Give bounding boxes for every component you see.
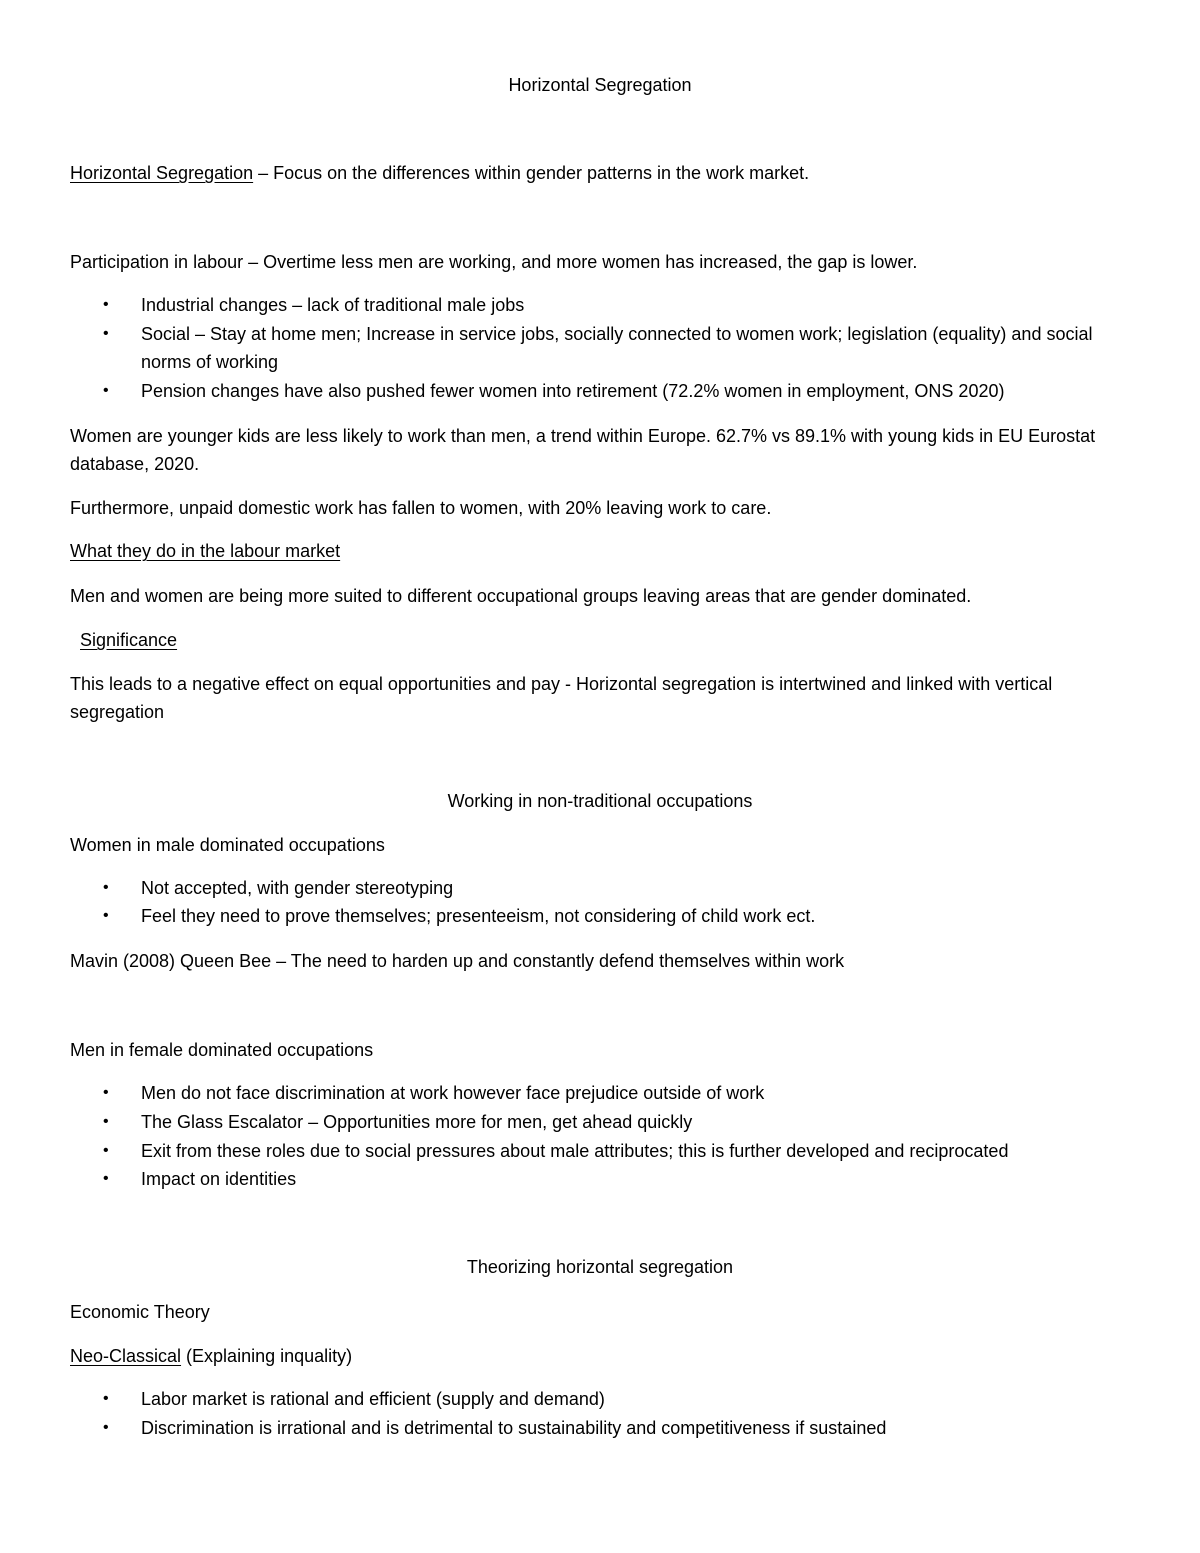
paragraph-what-they-do: Men and women are being more suited to different occupational groups leaving areas that are gender dominated. [70, 586, 972, 606]
list-item [103, 1137, 1141, 1165]
neo-classical-heading [70, 1342, 1140, 1370]
list-item [103, 1165, 1141, 1193]
list-item-text: Men do not face discrimination at work however face prejudice outside of work [141, 1083, 765, 1103]
list-item-text: Social – Stay at home men; Increase in service jobs, socially connected to women work; legislation (equality) and social norms of working [141, 324, 1093, 372]
section-heading-what-they-do: What they do in the labour market [70, 541, 341, 561]
bullet-icon: • [103, 907, 109, 924]
paragraph-significance: This leads to a negative effect on equal opportunities and pay - Horizontal segregation is intertwined and linked with vertical segregation [70, 674, 1053, 722]
bullet-icon: • [103, 1390, 109, 1407]
bullet-icon: • [103, 382, 109, 399]
neo-classical-term: Neo-Classical [70, 1346, 182, 1366]
women-heading: Women in male dominated occupations [70, 835, 385, 855]
list-item-text: Discrimination is irrational and is detrimental to sustainability and competitiveness if sustained [141, 1418, 887, 1438]
list-item-text: Exit from these roles due to social pressures about male attributes; this is further developed and reciprocated [141, 1141, 1009, 1161]
paragraph-women-kids: Women are younger kids are less likely to work than men, a trend within Europe. 62.7% vs 89.1% with young kids in EU Eurostat database, 2020. [70, 426, 1096, 474]
bullet-icon: • [103, 325, 109, 342]
bullet-icon: • [103, 879, 109, 896]
neo-classical-rest: (Explaining inquality) [181, 1346, 353, 1366]
list-item [103, 320, 1141, 376]
list-item-text: Feel they need to prove themselves; presenteeism, not considering of child work ect. [141, 906, 816, 926]
bullet-icon: • [103, 296, 109, 313]
list-item-text: Impact on identities [141, 1169, 297, 1189]
economic-theory-heading: Economic Theory [70, 1302, 210, 1322]
list-item [103, 902, 1141, 930]
list-item [103, 1385, 1141, 1413]
intro-term: Horizontal Segregation [70, 163, 254, 183]
list-item [103, 291, 1141, 319]
bullet-icon: • [103, 1113, 109, 1130]
list-item-text: Pension changes have also pushed fewer women into retirement (72.2% women in employment, ONS 2020) [141, 381, 1005, 401]
paragraph-mavin: Mavin (2008) Queen Bee – The need to harden up and constantly defend themselves within work [70, 951, 845, 971]
list-item-text: Industrial changes – lack of traditional male jobs [141, 295, 525, 315]
list-item-text: The Glass Escalator – Opportunities more for men, get ahead quickly [141, 1112, 693, 1132]
list-item [103, 1108, 1141, 1136]
list-item [103, 1079, 1141, 1107]
intro-rest: – Focus on the differences within gender patterns in the work market. [253, 163, 810, 183]
participation-heading: Participation in labour – Overtime less men are working, and more women has increased, the gap is lower. [70, 252, 918, 272]
list-item [103, 1414, 1141, 1442]
list-item-text: Not accepted, with gender stereotyping [141, 878, 454, 898]
bullet-icon: • [103, 1084, 109, 1101]
section-title-non-traditional: Working in non-traditional occupations [447, 791, 753, 811]
bullet-icon: • [103, 1170, 109, 1187]
men-heading: Men in female dominated occupations [70, 1040, 374, 1060]
list-item [103, 377, 1141, 405]
document-title: Horizontal Segregation [508, 75, 692, 95]
bullet-icon: • [103, 1419, 109, 1436]
paragraph-unpaid-work: Furthermore, unpaid domestic work has fallen to women, with 20% leaving work to care. [70, 498, 772, 518]
list-item-text: Labor market is rational and efficient (supply and demand) [141, 1389, 605, 1409]
section-title-theorizing: Theorizing horizontal segregation [466, 1257, 734, 1277]
list-item [103, 874, 1141, 902]
section-heading-significance: Significance [80, 630, 178, 650]
intro-definition [70, 159, 1140, 187]
bullet-icon: • [103, 1142, 109, 1159]
